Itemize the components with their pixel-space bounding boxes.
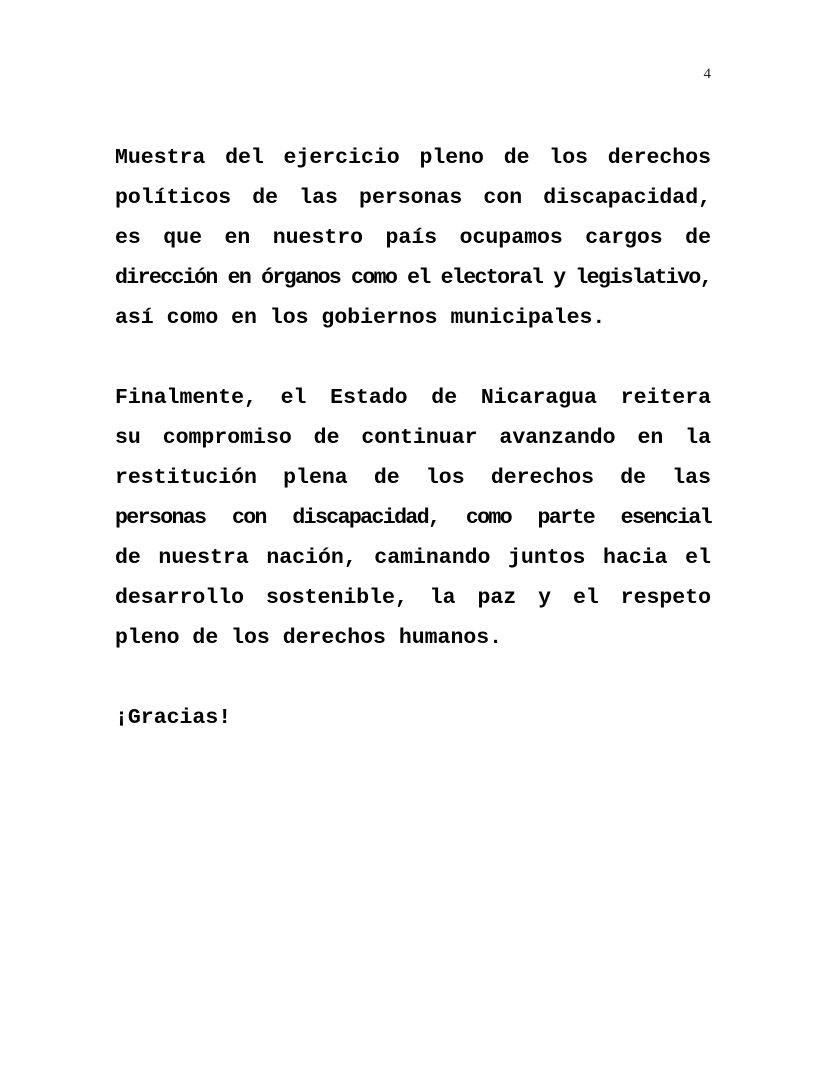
paragraph-line: personas con discapacidad, como parte esencial — [115, 506, 711, 530]
paragraph-line: es que en nuestro país ocupamos cargos de — [115, 226, 711, 250]
paragraph-line: de nuestra nación, caminando juntos hacia el — [115, 546, 711, 570]
page-number: 4 — [703, 66, 711, 82]
closing-text: ¡Gracias! — [115, 706, 232, 730]
document-body — [115, 138, 711, 738]
paragraph-1 — [115, 138, 711, 338]
paragraph-line: dirección en órganos como el electoral y legislativo, — [115, 266, 711, 290]
paragraph-2 — [115, 378, 711, 658]
paragraph-line: Muestra del ejercicio pleno de los derechos — [115, 146, 711, 170]
paragraph-line: restitución plena de los derechos de las — [115, 466, 711, 490]
paragraph-line: su compromiso de continuar avanzando en la — [115, 426, 711, 450]
paragraph-line: Finalmente, el Estado de Nicaragua reitera — [115, 386, 711, 410]
paragraph-line: pleno de los derechos humanos. — [115, 626, 503, 650]
paragraph-line: desarrollo sostenible, la paz y el respeto — [115, 586, 711, 610]
paragraph-line: políticos de las personas con discapacidad, — [115, 186, 711, 210]
paragraph-line: así como en los gobiernos municipales. — [115, 306, 606, 330]
